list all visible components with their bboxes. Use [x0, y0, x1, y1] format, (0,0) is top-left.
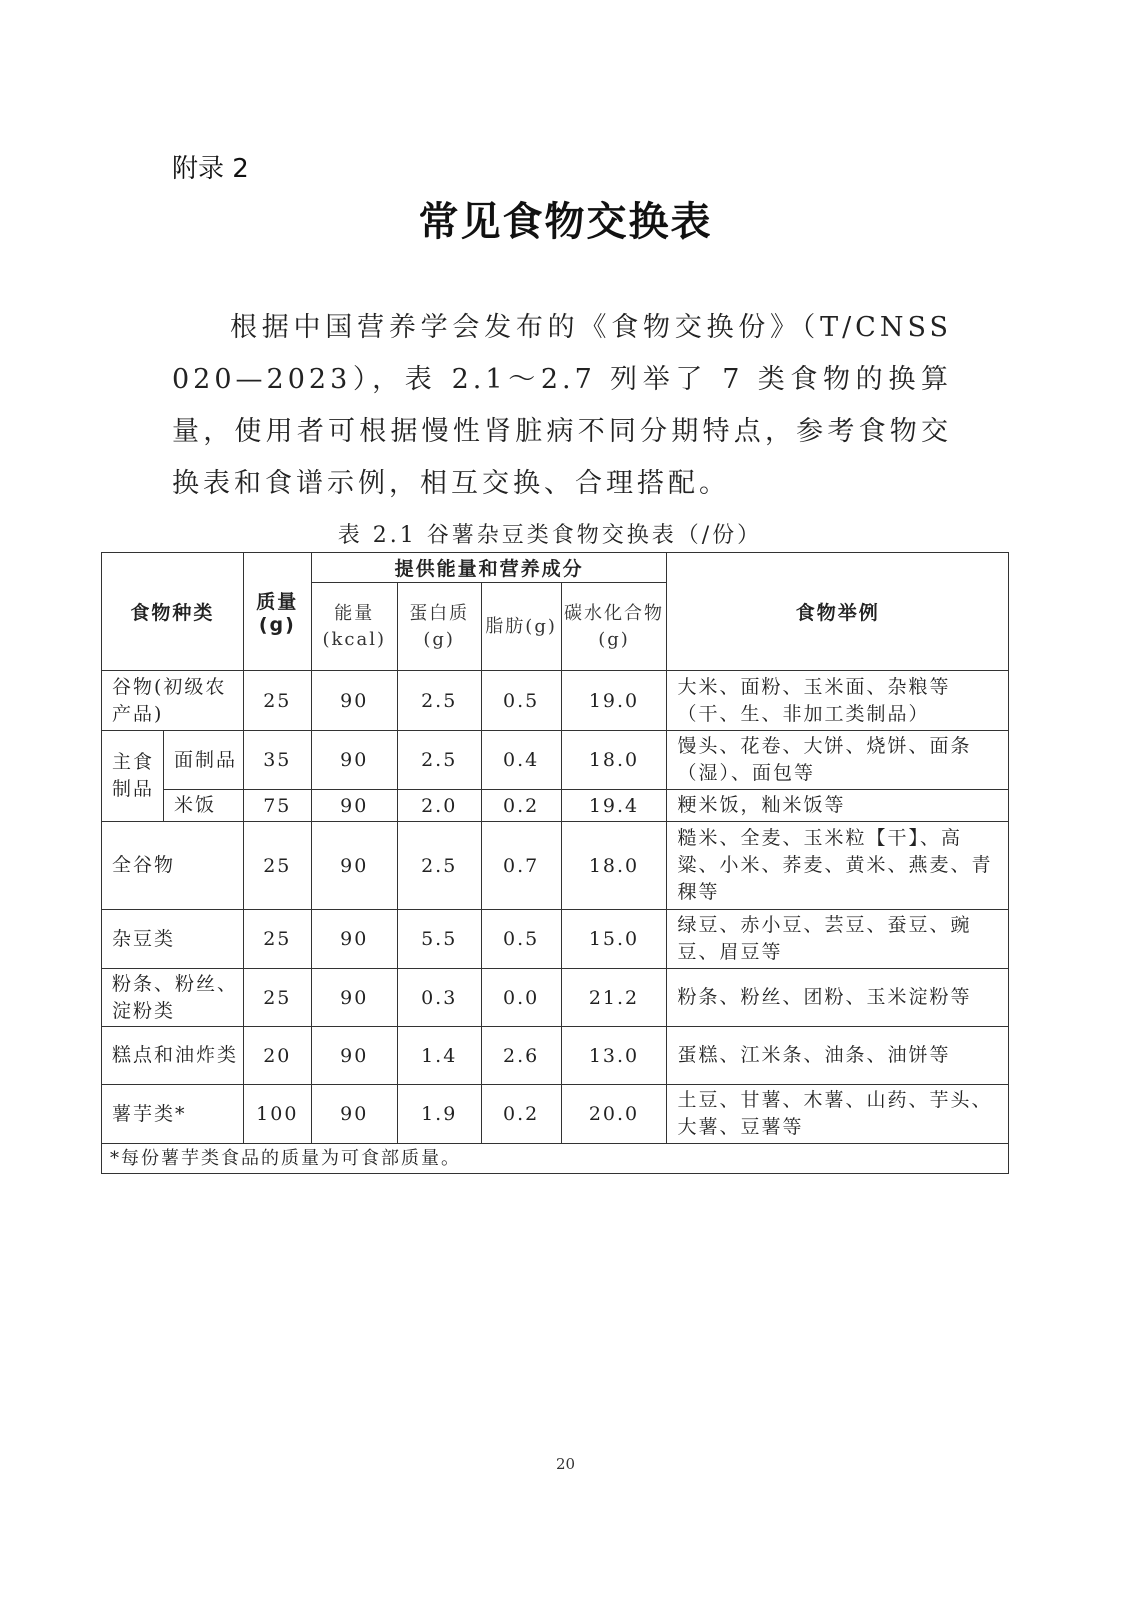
table-row: [102, 671, 1009, 731]
table-note: *每份薯芋类食品的质量为可食部质量。: [102, 1144, 1009, 1174]
row-category: 杂豆类: [102, 910, 244, 969]
food-exchange-table: [101, 552, 1009, 1174]
row-mass: 75: [243, 790, 311, 822]
row-category: 米饭: [163, 790, 243, 822]
row-examples: 粉条、粉丝、团粉、玉米淀粉等: [667, 969, 1009, 1027]
row-protein: 1.4: [397, 1027, 481, 1085]
row-energy: 90: [311, 822, 397, 910]
header-examples: 食物举例: [667, 553, 1009, 671]
header-fat: 脂肪(g): [481, 583, 561, 671]
row-energy: 90: [311, 910, 397, 969]
row-fat: 0.2: [481, 1085, 561, 1144]
row-protein: 2.0: [397, 790, 481, 822]
row-category: 全谷物: [102, 822, 244, 910]
row-carb: 18.0: [561, 822, 667, 910]
header-protein: 蛋白质(g): [397, 583, 481, 671]
header-nutrients: 提供能量和营养成分: [311, 553, 667, 583]
row-fat: 0.7: [481, 822, 561, 910]
table-note-row: [102, 1144, 1009, 1174]
row-fat: 0.5: [481, 671, 561, 731]
row-mass: 25: [243, 671, 311, 731]
header-carb: 碳水化合物(g): [561, 583, 667, 671]
intro-text: 根据中国营养学会发布的《食物交换份》（T/CNSS 020—2023），表 2.1～2.7 列举了 7 类食物的换算量，使用者可根据慢性肾脏病不同分期特点，参考食物交换表和食谱示例，相互交换、合理搭配。: [172, 312, 952, 499]
row-examples: 馒头、花卷、大饼、烧饼、面条（湿）、面包等: [667, 731, 1009, 790]
row-mass: 35: [243, 731, 311, 790]
row-mass: 100: [243, 1085, 311, 1144]
row-mass: 25: [243, 969, 311, 1027]
table-row: [102, 910, 1009, 969]
page-number: 20: [555, 1455, 576, 1473]
row-examples: 绿豆、赤小豆、芸豆、蚕豆、豌豆、眉豆等: [667, 910, 1009, 969]
row-energy: 90: [311, 1085, 397, 1144]
intro-paragraph: [172, 302, 952, 510]
row-energy: 90: [311, 731, 397, 790]
row-fat: 0.5: [481, 910, 561, 969]
row-protein: 0.3: [397, 969, 481, 1027]
row-category: 糕点和油炸类: [102, 1027, 244, 1085]
table-row: [102, 1085, 1009, 1144]
row-carb: 18.0: [561, 731, 667, 790]
row-category: 薯芋类*: [102, 1085, 244, 1144]
row-category: 粉条、粉丝、淀粉类: [102, 969, 244, 1027]
page-title: 常见食物交换表: [418, 199, 713, 245]
table-row: [102, 731, 1009, 790]
row-fat: 0.2: [481, 790, 561, 822]
row-protein: 2.5: [397, 671, 481, 731]
staple-group-label: 主食制品: [102, 731, 164, 822]
row-energy: 90: [311, 969, 397, 1027]
table-row: [102, 1027, 1009, 1085]
header-category: 食物种类: [102, 553, 244, 671]
row-mass: 20: [243, 1027, 311, 1085]
row-mass: 25: [243, 910, 311, 969]
row-energy: 90: [311, 1027, 397, 1085]
table-row: [102, 822, 1009, 910]
row-carb: 15.0: [561, 910, 667, 969]
table-row: [102, 969, 1009, 1027]
row-protein: 2.5: [397, 822, 481, 910]
table-caption: 表 2.1 谷薯杂豆类食物交换表（/份）: [337, 523, 763, 548]
table-row: [102, 790, 1009, 822]
row-examples: 糙米、全麦、玉米粒【干】、高粱、小米、荞麦、黄米、燕麦、青稞等: [667, 822, 1009, 910]
row-category: 谷物(初级农产品): [102, 671, 244, 731]
row-protein: 2.5: [397, 731, 481, 790]
header-energy: 能量(kcal): [311, 583, 397, 671]
row-examples: 大米、面粉、玉米面、杂粮等（干、生、非加工类制品）: [667, 671, 1009, 731]
row-examples: 土豆、甘薯、木薯、山药、芋头、大薯、豆薯等: [667, 1085, 1009, 1144]
row-carb: 21.2: [561, 969, 667, 1027]
header-row: [102, 553, 1009, 583]
row-category: 面制品: [163, 731, 243, 790]
row-fat: 0.4: [481, 731, 561, 790]
row-protein: 5.5: [397, 910, 481, 969]
row-energy: 90: [311, 790, 397, 822]
row-fat: 0.0: [481, 969, 561, 1027]
row-carb: 19.0: [561, 671, 667, 731]
appendix-label: 附录 2: [172, 154, 249, 184]
row-protein: 1.9: [397, 1085, 481, 1144]
row-examples: 粳米饭，籼米饭等: [667, 790, 1009, 822]
row-carb: 19.4: [561, 790, 667, 822]
row-examples: 蛋糕、江米条、油条、油饼等: [667, 1027, 1009, 1085]
row-fat: 2.6: [481, 1027, 561, 1085]
row-mass: 25: [243, 822, 311, 910]
row-carb: 20.0: [561, 1085, 667, 1144]
row-energy: 90: [311, 671, 397, 731]
row-carb: 13.0: [561, 1027, 667, 1085]
header-mass: 质量(g): [243, 553, 311, 671]
